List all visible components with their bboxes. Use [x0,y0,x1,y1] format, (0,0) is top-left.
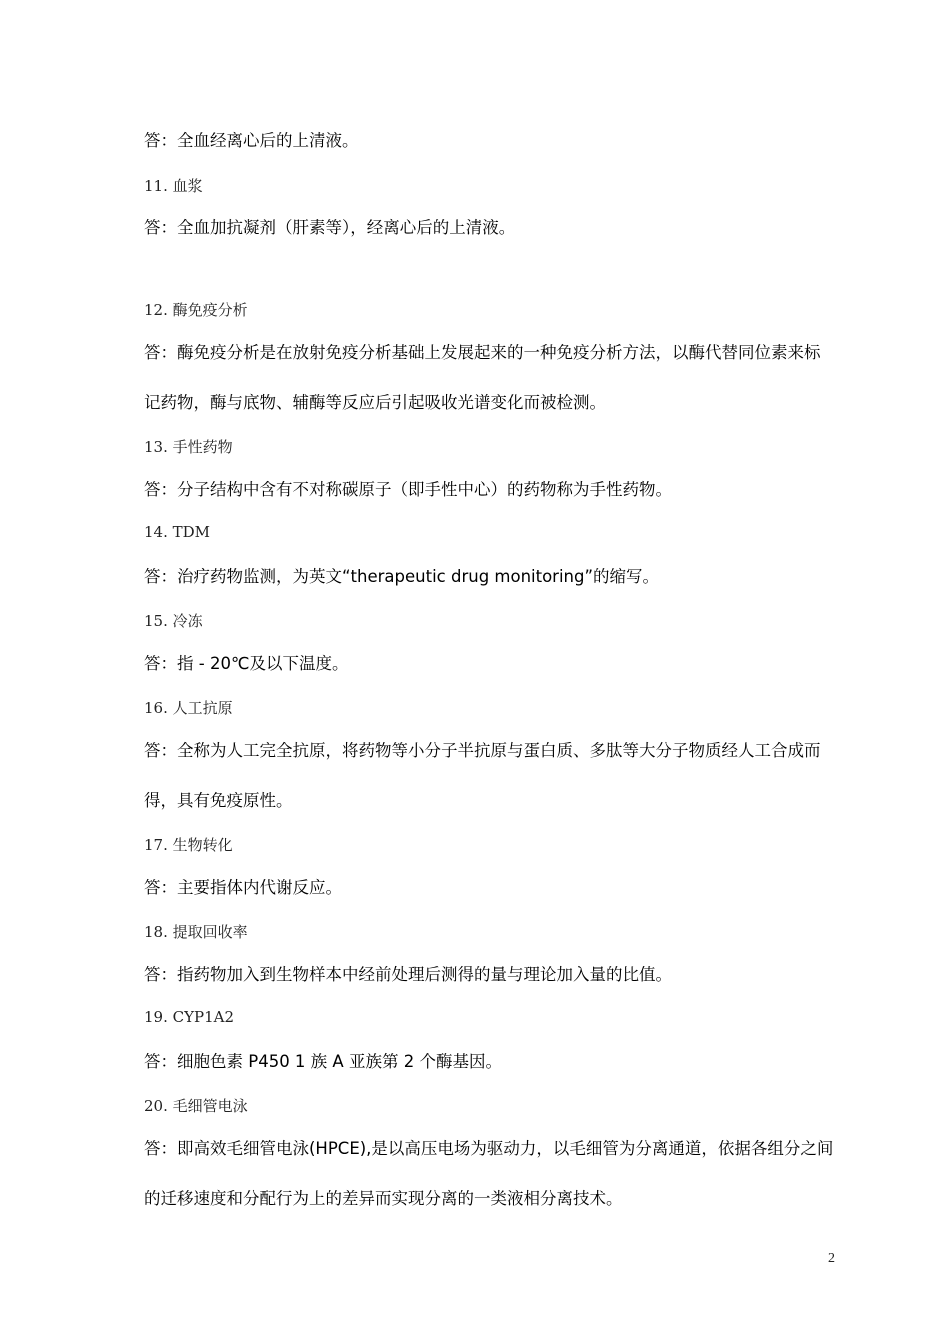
answer-20-line-2: 的迁移速度和分配行为上的差异而实现分离的一类液相分离技术。 [144,1189,623,1208]
answer-12-line-1: 答：酶免疫分析是在放射免疫分析基础上发展起来的一种免疫分析方法，以酶代替同位素来标 [144,343,821,362]
question-19-heading: 19. CYP1A2 [144,1008,235,1026]
answer-11-line: 答：全血加抗凝剂（肝素等），经离心后的上清液。 [144,218,516,237]
answer-14-line: 答：治疗药物监测，为英文“therapeutic drug monitoring”的缩写。 [144,567,660,586]
answer-15-line: 答：指 - 20℃及以下温度。 [144,654,349,673]
question-16-heading: 16. 人工抗原 [144,699,233,717]
question-20-heading: 20. 毛细管电泳 [144,1097,248,1115]
answer-20-line-1: 答：即高效毛细管电泳(HPCE),是以高压电场为驱动力，以毛细管为分离通道，依据各组分之间 [144,1139,834,1158]
answer-13-line: 答：分子结构中含有不对称碳原子（即手性中心）的药物称为手性药物。 [144,480,672,499]
question-13-heading: 13. 手性药物 [144,438,233,456]
question-12-heading: 12. 酶免疫分析 [144,301,248,319]
answer-10-line: 答：全血经离心后的上清液。 [144,131,359,150]
page-number: 2 [828,1251,835,1266]
answer-19-line: 答：细胞色素 P450 1 族 A 亚族第 2 个酶基因。 [144,1052,502,1071]
question-15-heading: 15. 冷冻 [144,612,203,630]
answer-16-line-1: 答：全称为人工完全抗原，将药物等小分子半抗原与蛋白质、多肽等大分子物质经人工合成而 [144,741,821,760]
question-17-heading: 17. 生物转化 [144,836,233,854]
answer-17-line: 答：主要指体内代谢反应。 [144,878,342,897]
question-14-heading: 14. TDM [144,523,211,541]
question-18-heading: 18. 提取回收率 [144,923,248,941]
answer-18-line: 答：指药物加入到生物样本中经前处理后测得的量与理论加入量的比值。 [144,965,672,984]
answer-16-line-2: 得，具有免疫原性。 [144,791,293,810]
answer-12-line-2: 记药物，酶与底物、辅酶等反应后引起吸收光谱变化而被检测。 [144,393,606,412]
question-11-heading: 11. 血浆 [144,177,203,195]
